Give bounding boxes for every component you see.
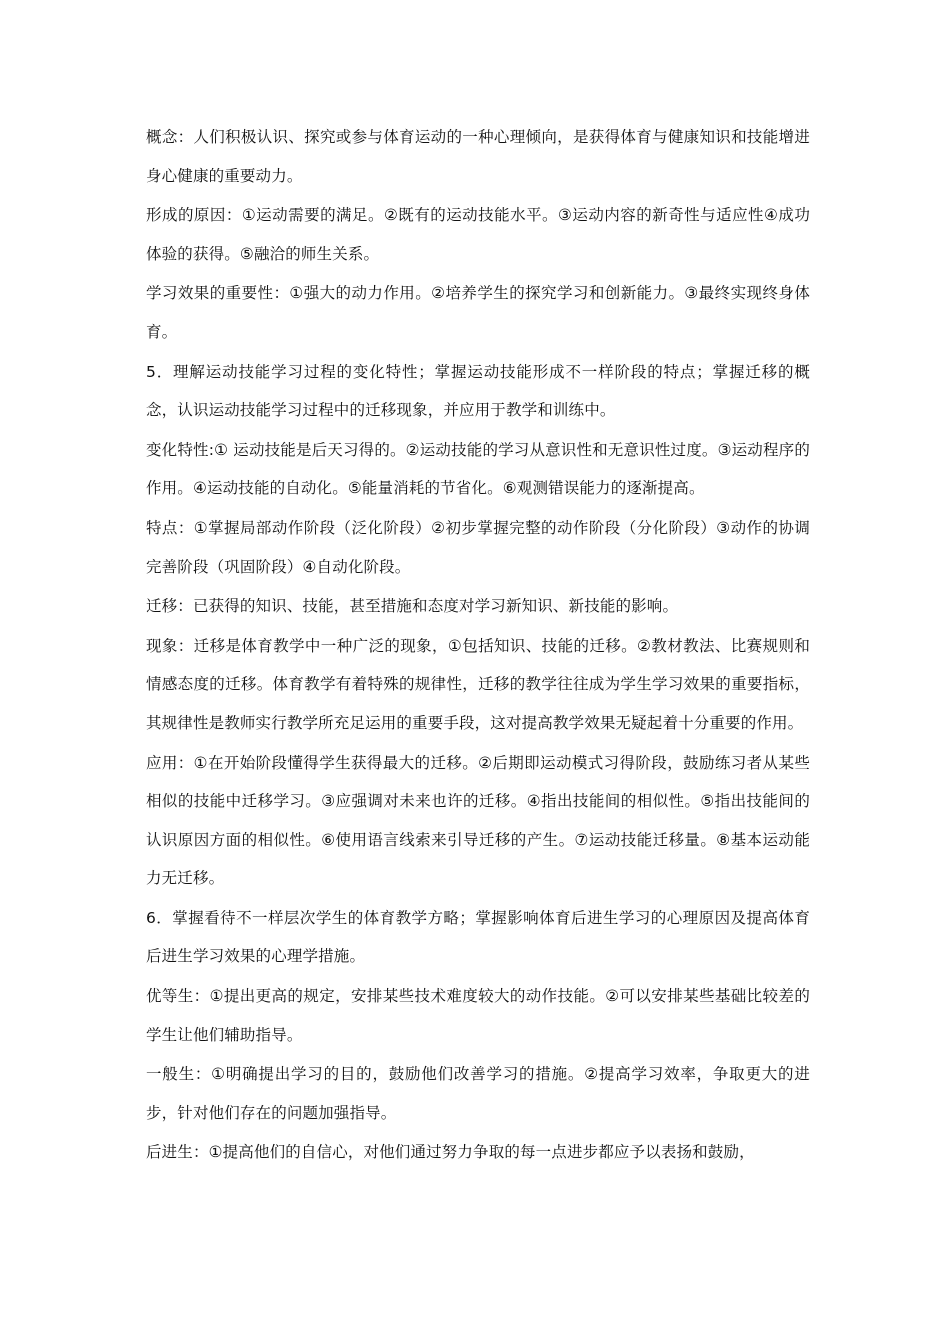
paragraph-interest-causes: 形成的原因：①运动需要的满足。②既有的运动技能水平。③运动内容的新奇性与适应性④成功体验的获得。⑤融洽的师生关系。 — [146, 206, 810, 263]
paragraph-transfer-definition: 迁移：已获得的知识、技能，甚至措施和态度对学习新知识、新技能的影响。 — [146, 597, 679, 616]
document-page — [146, 118, 810, 1173]
paragraph-struggling-students: 后进生：①提高他们的自信心，对他们通过努力争取的每一点进步都应予以表扬和鼓励， — [146, 1143, 755, 1162]
paragraph-top-students: 优等生：①提出更高的规定，安排某些技术难度较大的动作技能。②可以安排某些基础比较差的学生让他们辅助指导。 — [146, 987, 810, 1044]
paragraph-stage-features: 特点：①掌握局部动作阶段（泛化阶段）②初步掌握完整的动作阶段（分化阶段）③动作的协调完善阶段（巩固阶段）④自动化阶段。 — [146, 518, 810, 576]
paragraph-change-characteristics: 变化特性:① 运动技能是后天习得的。②运动技能的学习从意识性和无意识性过度。③运动程序的作用。④运动技能的自动化。⑤能量消耗的节省化。⑥观测错误能力的逐渐提高。 — [146, 440, 810, 498]
paragraph-section-6-heading: 6．掌握看待不一样层次学生的体育教学方略；掌握影响体育后进生学习的心理原因及提高体育后进生学习效果的心理学措施。 — [146, 908, 810, 966]
paragraph-section-5-heading: 5．理解运动技能学习过程的变化特性；掌握运动技能形成不一样阶段的特点；掌握迁移的概念，认识运动技能学习过程中的迁移现象，并应用于教学和训练中。 — [146, 362, 810, 420]
paragraph-interest-concept: 概念：人们积极认识、探究或参与体育运动的一种心理倾向，是获得体育与健康知识和技能增进身心健康的重要动力。 — [146, 128, 810, 185]
paragraph-interest-importance: 学习效果的重要性：①强大的动力作用。②培养学生的探究学习和创新能力。③最终实现终身体育。 — [146, 284, 810, 341]
paragraph-average-students: 一般生：①明确提出学习的目的，鼓励他们改善学习的措施。②提高学习效率，争取更大的进步，针对他们存在的问题加强指导。 — [146, 1065, 810, 1122]
paragraph-transfer-phenomenon: 现象：迁移是体育教学中一种广泛的现象，①包括知识、技能的迁移。②教材教法、比赛规则和情感态度的迁移。体育教学有着特殊的规律性，迁移的教学往往成为学生学习效果的重要指标，其规律性是教师实行教学所充足运用的重要手段，这对提高教学效果无疑起着十分重要的作用。 — [146, 636, 810, 732]
paragraph-transfer-application: 应用：①在开始阶段懂得学生获得最大的迁移。②后期即运动模式习得阶段，鼓励练习者从某些相似的技能中迁移学习。③应强调对未来也许的迁移。④指出技能间的相似性。⑤指出技能间的认识原因方面的相似性。⑥使用语言线索来引导迁移的产生。⑦运动技能迁移量。⑧基本运动能力无迁移。 — [146, 753, 810, 888]
